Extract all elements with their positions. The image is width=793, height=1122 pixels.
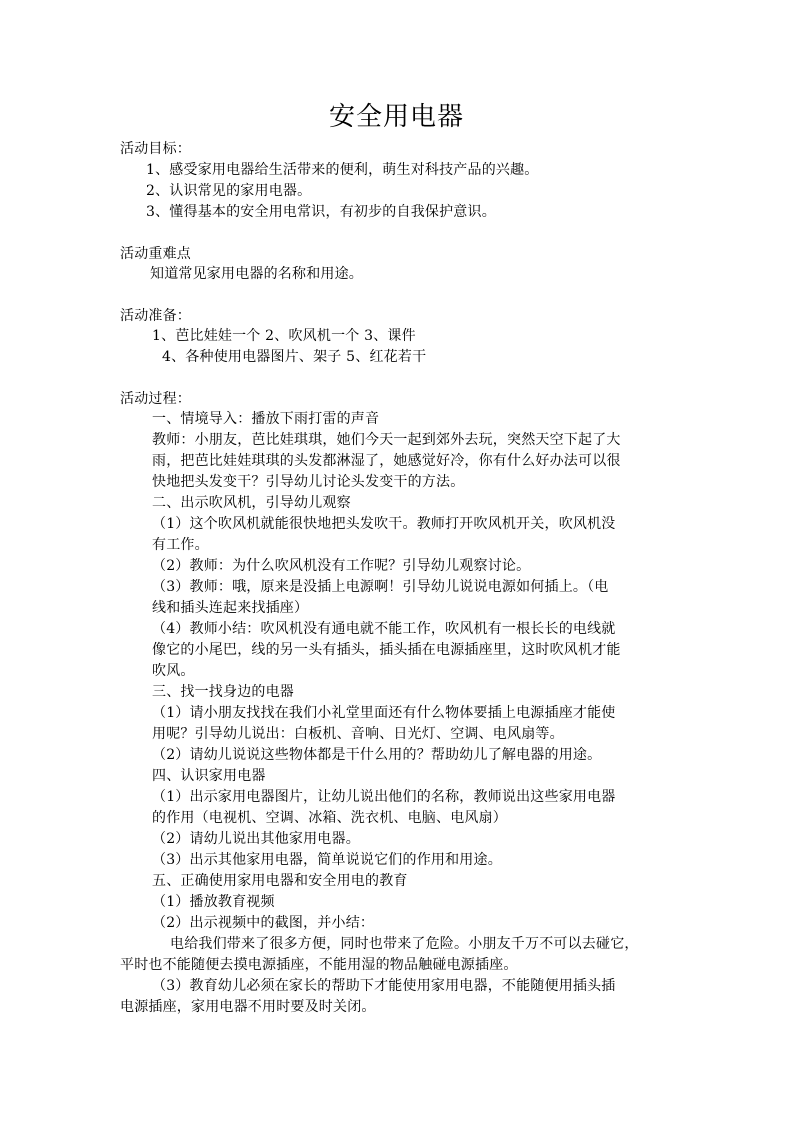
section-heading: 五、正确使用家用电器和安全用电的教育 xyxy=(152,873,408,889)
process-heading: 活动过程： xyxy=(120,391,191,407)
paragraph-line: （1）出示家用电器图片，让幼儿说出他们的名称，教师说出这些家用电器 xyxy=(152,789,616,805)
goals-heading: 活动目标： xyxy=(120,141,191,157)
goal-item: 1、感受家用电器给生活带来的便利，萌生对科技产品的兴趣。 xyxy=(146,162,539,178)
paragraph-line: 吹风。 xyxy=(152,663,195,679)
paragraph-line: （2）教师：为什么吹风机没有工作呢？引导幼儿观察讨论。 xyxy=(152,558,531,574)
paragraph-line: 平时也不能随便去摸电源插座，不能用湿的物品触碰电源插座。 xyxy=(120,957,518,973)
preparation-line: 4、各种使用电器图片、架子 5、红花若干 xyxy=(162,349,427,365)
paragraph-line: 用呢？引导幼儿说出：白板机、音响、日光灯、空调、电风扇等。 xyxy=(152,726,564,742)
section-heading: 一、情境导入：播放下雨打雷的声音 xyxy=(152,411,380,427)
paragraph-line: 教师：小朋友，芭比娃琪琪，她们今天一起到郊外去玩，突然天空下起了大 xyxy=(152,432,621,448)
paragraph-line: （1）这个吹风机就能很快地把头发吹干。教师打开吹风机开关，吹风机没 xyxy=(152,516,616,532)
paragraph-line: （3）出示其他家用电器，简单说说它们的作用和用途。 xyxy=(152,852,502,868)
section-heading: 三、找一找身边的电器 xyxy=(152,684,294,700)
paragraph-line: 电源插座，家用电器不用时要及时关闭。 xyxy=(120,999,376,1015)
paragraph-line: （1）播放教育视频 xyxy=(152,894,275,910)
paragraph-line: （3）教师：哦，原来是没插上电源啊！引导幼儿说说电源如何插上。（电 xyxy=(152,579,609,595)
paragraph-line: （4）教师小结：吹风机没有通电就不能工作，吹风机有一根长长的电线就 xyxy=(152,621,616,637)
key-points-text: 知道常见家用电器的名称和用途。 xyxy=(150,266,363,282)
goal-item: 2、认识常见的家用电器。 xyxy=(146,183,312,199)
paragraph-line: （2）出示视频中的截图，并小结： xyxy=(152,915,375,931)
paragraph-line: 像它的小尾巴，线的另一头有插头，插头插在电源插座里，这时吹风机才能 xyxy=(152,642,621,658)
document-title: 安全用电器 xyxy=(328,102,464,132)
key-points-heading: 活动重难点 xyxy=(120,246,191,262)
section-heading: 四、认识家用电器 xyxy=(152,768,266,784)
paragraph-line: （2）请幼儿说出其他家用电器。 xyxy=(152,831,360,847)
paragraph-line: 线和插头连起来找插座） xyxy=(152,600,309,616)
preparation-heading: 活动准备： xyxy=(120,308,191,324)
paragraph-line: 电给我们带来了很多方便，同时也带来了危险。小朋友千万不可以去碰它， xyxy=(170,936,639,952)
preparation-line: 1、芭比娃娃一个 2、吹风机一个 3、课件 xyxy=(152,328,416,344)
goal-item: 3、懂得基本的安全用电常识，有初步的自我保护意识。 xyxy=(146,204,496,220)
paragraph-line: 的作用（电视机、空调、冰箱、洗衣机、电脑、电风扇） xyxy=(152,810,507,826)
paragraph-line: （2）请幼儿说说这些物体都是干什么用的？帮助幼儿了解电器的用途。 xyxy=(152,747,602,763)
paragraph-line: 雨，把芭比娃娃琪琪的头发都淋湿了，她感觉好冷，你有什么好办法可以很 xyxy=(152,453,621,469)
paragraph-line: （1）请小朋友找找在我们小礼堂里面还有什么物体要插上电源插座才能使 xyxy=(152,705,616,721)
section-heading: 二、出示吹风机，引导幼儿观察 xyxy=(152,495,351,511)
paragraph-line: 快地把头发变干？引导幼儿讨论头发变干的方法。 xyxy=(152,474,465,490)
paragraph-line: 有工作。 xyxy=(152,537,209,553)
paragraph-line: （3）教育幼儿必须在家长的帮助下才能使用家用电器，不能随便用插头插 xyxy=(152,978,616,994)
